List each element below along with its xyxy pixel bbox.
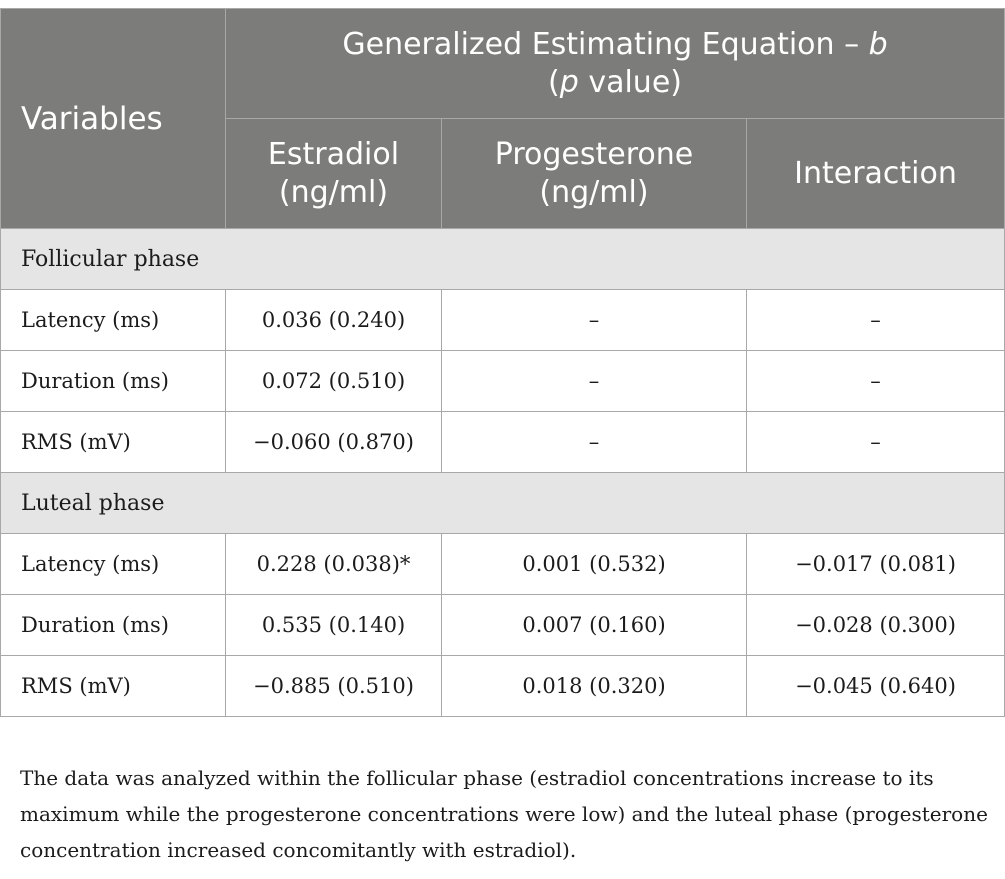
interaction-cell: −0.045 (0.640) [747,656,1005,717]
variables-header [1,9,226,229]
column-header-line-2: (ng/ml) [539,174,649,210]
phase-label: Luteal phase [1,473,1005,534]
gee-title-paren: ( [548,64,560,100]
variable-cell: Duration (ms) [1,595,226,656]
column-header-line-1: Progesterone [494,136,694,172]
interaction-cell: – [747,351,1005,412]
estradiol-cell: −0.885 (0.510) [226,656,442,717]
gee-title-b: b [868,26,888,62]
table-footnote: The data was analyzed within the follicular phase (estradiol concentrations increase to its maximum while the progesterone concentrations were low) and the luteal phase (progesterone concentration increased concomitantly with estradiol). [20,766,988,862]
phase-label: Follicular phase [1,229,1005,290]
phase-row-luteal [1,473,1005,534]
variable-cell: Latency (ms) [1,534,226,595]
estradiol-cell: 0.036 (0.240) [226,290,442,351]
progesterone-cell: 0.001 (0.532) [442,534,747,595]
gee-header [226,9,1005,119]
estradiol-cell: −0.060 (0.870) [226,412,442,473]
variables-header-label: Variables [21,100,163,137]
progesterone-cell: 0.018 (0.320) [442,656,747,717]
table-row [1,412,1005,473]
progesterone-cell: – [442,412,747,473]
variable-cell: Duration (ms) [1,351,226,412]
progesterone-cell: – [442,290,747,351]
estradiol-cell: 0.072 (0.510) [226,351,442,412]
estradiol-cell: 0.228 (0.038)* [226,534,442,595]
results-table [0,8,1005,717]
gee-title-p: p [559,64,579,100]
gee-title-line-1 [226,26,1004,64]
table-row [1,534,1005,595]
column-header-line-1: Estradiol [267,136,400,172]
variable-cell: RMS (mV) [1,656,226,717]
progesterone-cell: – [442,351,747,412]
column-header-line-1: Interaction [794,155,957,191]
interaction-cell: −0.017 (0.081) [747,534,1005,595]
estradiol-cell: 0.535 (0.140) [226,595,442,656]
table-header [1,9,1005,229]
interaction-cell: – [747,290,1005,351]
table-row [1,656,1005,717]
column-header-estradiol [226,119,442,229]
interaction-cell: −0.028 (0.300) [747,595,1005,656]
variable-cell: RMS (mV) [1,412,226,473]
progesterone-cell: 0.007 (0.160) [442,595,747,656]
column-header-line-2: (ng/ml) [278,174,389,210]
phase-row-follicular [1,229,1005,290]
gee-title-text: Generalized Estimating Equation – [342,26,869,62]
variable-cell: Latency (ms) [1,290,226,351]
table-row [1,595,1005,656]
interaction-cell: – [747,412,1005,473]
table-body [1,229,1005,717]
column-header-progesterone [442,119,747,229]
table-row [1,290,1005,351]
table-row [1,351,1005,412]
gee-title-line-2 [226,64,1004,102]
column-header-interaction [747,119,1005,229]
gee-title-value: value) [578,64,682,100]
